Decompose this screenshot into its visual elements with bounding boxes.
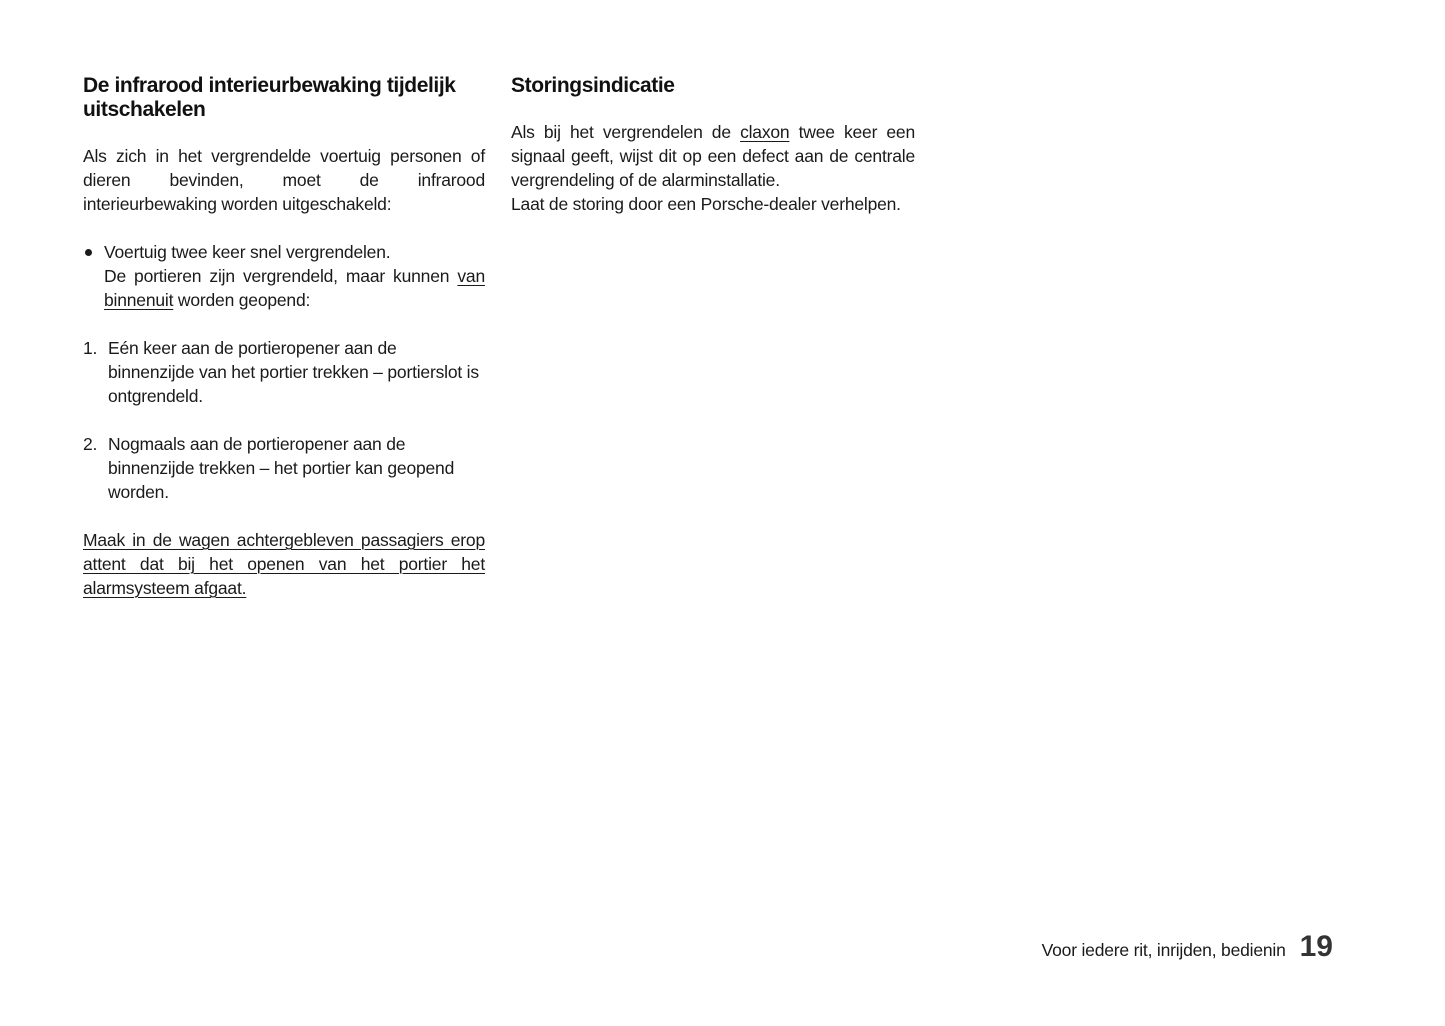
step-number: 2. xyxy=(83,434,98,454)
bullet-tail: worden geopend: xyxy=(177,290,311,310)
fault-text-after: twee keer een signaal geeft, wijst dit op een defect aan de centrale vergrendeling of de alarminstallatie. xyxy=(511,122,915,190)
bullet-underlined-term: van binnenuit xyxy=(104,266,485,310)
step-1 xyxy=(83,336,485,408)
footer-section-title: Voor iedere rit, inrijden, bedienin xyxy=(1041,940,1286,960)
section-title-infrared: De infrarood interieurbewaking tijdelijk uitschakelen xyxy=(83,74,456,121)
page-number: 19 xyxy=(1299,930,1333,963)
bullet-dot-icon xyxy=(85,249,92,256)
step-text: Nogmaals aan de portieropener aan de binnenzijde trekken – het portier kan geopend worden. xyxy=(108,434,455,502)
bullet-line-2: De portieren zijn vergrendeld, maar kunnen xyxy=(104,266,450,286)
fault-paragraph xyxy=(511,120,915,192)
page-footer xyxy=(1042,930,1333,964)
fault-text-before: Als bij het vergrendelen de xyxy=(511,122,731,142)
bullet-item xyxy=(83,240,485,312)
dealer-paragraph: Laat de storing door een Porsche-dealer verhelpen. xyxy=(511,194,901,214)
step-2 xyxy=(83,432,485,504)
intro-paragraph: Als zich in het vergrendelde voertuig personen of dieren bevinden, moet de infrarood interieurbewaking worden uitgeschakeld: xyxy=(83,146,485,214)
left-column xyxy=(83,74,485,600)
bullet-line-1: Voertuig twee keer snel vergrendelen. xyxy=(104,242,391,262)
step-number: 1. xyxy=(83,338,98,358)
claxon-term: claxon xyxy=(740,122,790,142)
right-column xyxy=(511,74,915,216)
section-title-fault: Storingsindicatie xyxy=(511,74,675,97)
warning-note: Maak in de wagen achtergebleven passagiers erop attent dat bij het openen van het portier het alarmsysteem afgaat. xyxy=(83,530,485,598)
step-text: Eén keer aan de portieropener aan de binnenzijde van het portier trekken – portierslot is ontgrendeld. xyxy=(108,338,479,406)
